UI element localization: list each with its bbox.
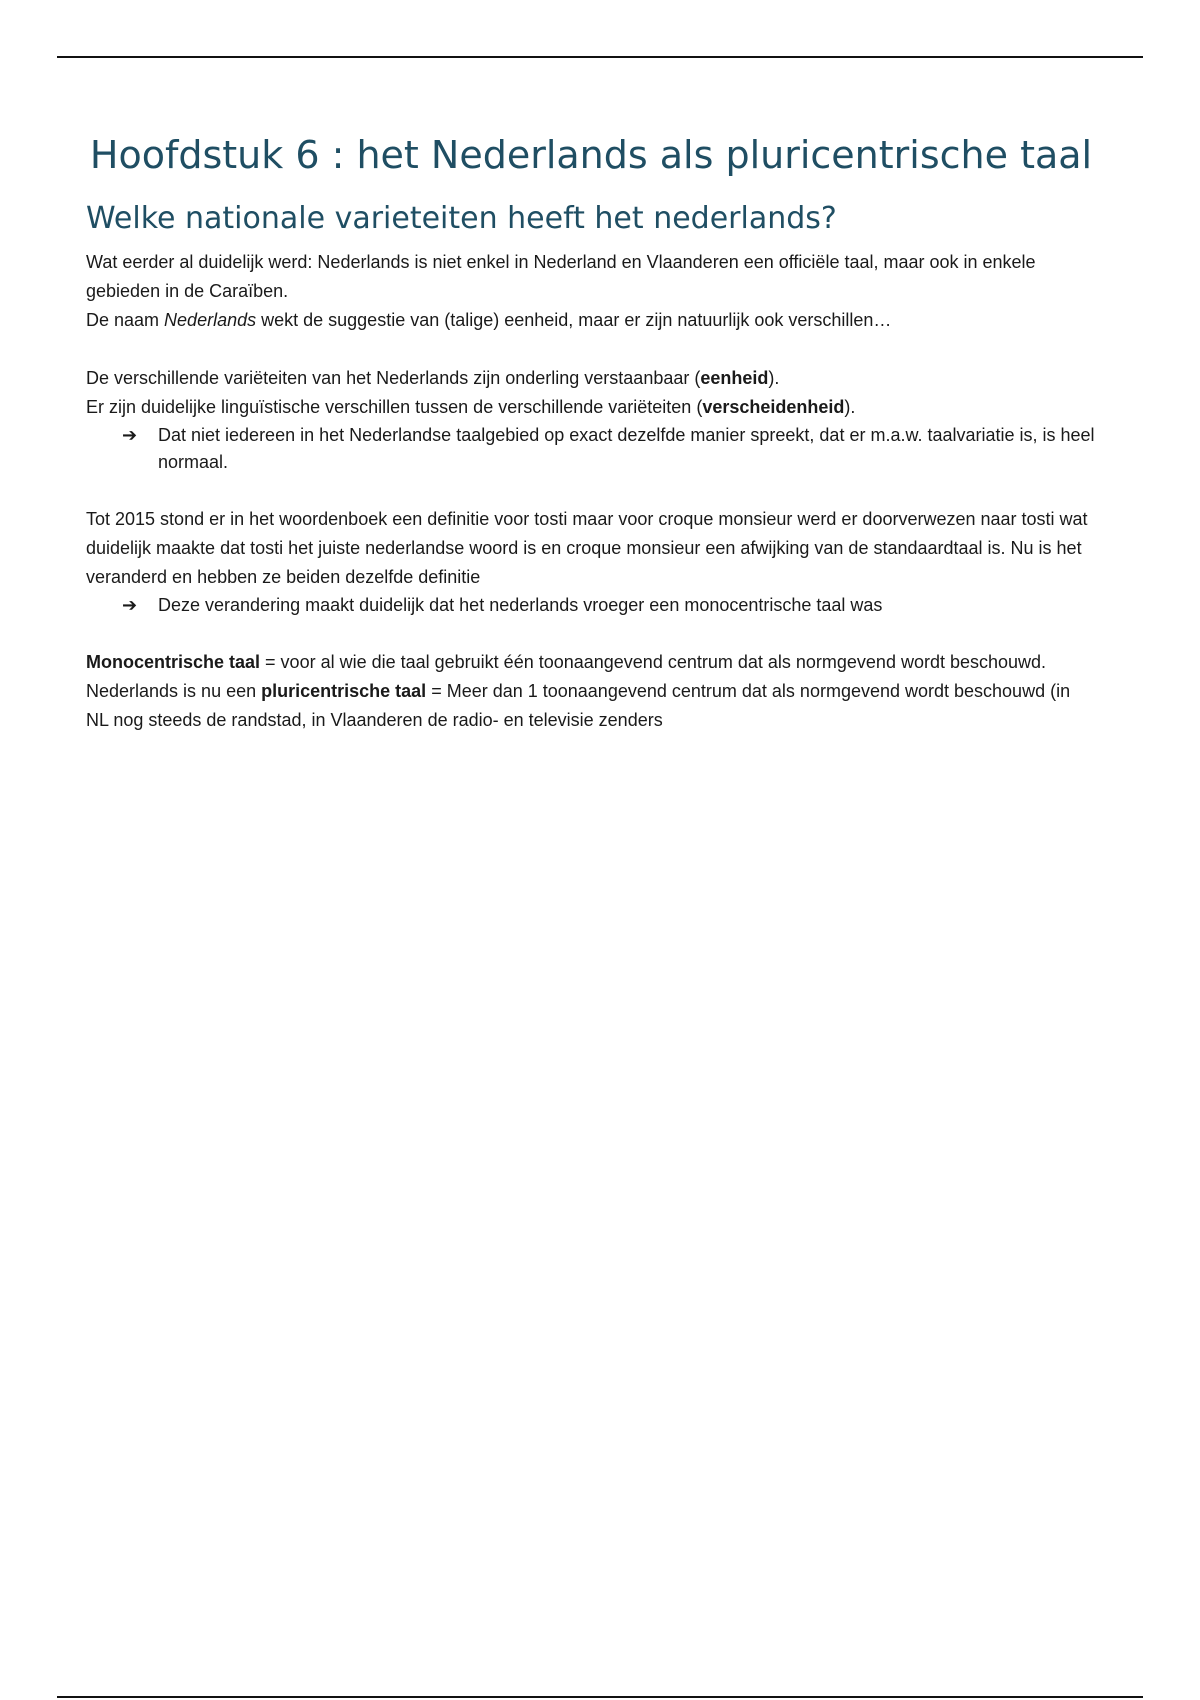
footer-rule <box>57 1696 1143 1698</box>
section-heading: Welke nationale varieteiten heeft het nederlands? <box>86 201 837 236</box>
header-rule <box>57 56 1143 58</box>
paragraph-eenheid: De verschillende variëteiten van het Nederlands zijn onderling verstaanbaar (eenheid). <box>86 368 780 388</box>
definition-pluricentrische-taal: Nederlands is nu een pluricentrische taal = Meer dan 1 toonaangevend centrum dat als normgevend wordt beschouwd (in NL nog steeds de randstad, in Vlaanderen de radio- en televisie zenders <box>86 681 1071 730</box>
document-body <box>86 130 1096 735</box>
arrow-bullet-monocentrisch: ➔ Deze verandering maakt duidelijk dat het nederlands vroeger een monocentrische taal was <box>86 592 1096 619</box>
arrow-bullet-taalvariatie: ➔ Dat niet iedereen in het Nederlandse taalgebied op exact dezelfde manier spreekt, dat er m.a.w. taalvariatie is, is heel normaal. <box>86 422 1096 476</box>
paragraph-verscheidenheid: Er zijn duidelijke linguïstische verschillen tussen de verschillende variëteiten (verscheidenheid). <box>86 397 856 417</box>
arrow-right-icon: ➔ <box>122 595 138 616</box>
paragraph-tosti: Tot 2015 stond er in het woordenboek een definitie voor tosti maar voor croque monsieur werd er doorverwezen naar tosti wat duidelijk maakte dat tosti het juiste nederlandse woord is en croque monsieur een afwijking van de standaardtaal is. Nu is het veranderd en hebben ze beiden dezelfde definitie <box>86 509 1088 587</box>
page-title: Hoofdstuk 6 : het Nederlands als pluricentrische taal <box>89 133 1093 177</box>
paragraph-intro: Wat eerder al duidelijk werd: Nederlands is niet enkel in Nederland en Vlaanderen een officiële taal, maar ook in enkele gebieden in de Caraïben. <box>86 252 1036 301</box>
arrow-right-icon: ➔ <box>122 425 138 446</box>
paragraph-name-suggestion: De naam Nederlands wekt de suggestie van (talige) eenheid, maar er zijn natuurlijk ook verschillen… <box>86 310 892 330</box>
definition-monocentrische-taal: Monocentrische taal = voor al wie die taal gebruikt één toonaangevend centrum dat als normgevend wordt beschouwd. <box>86 652 1047 672</box>
